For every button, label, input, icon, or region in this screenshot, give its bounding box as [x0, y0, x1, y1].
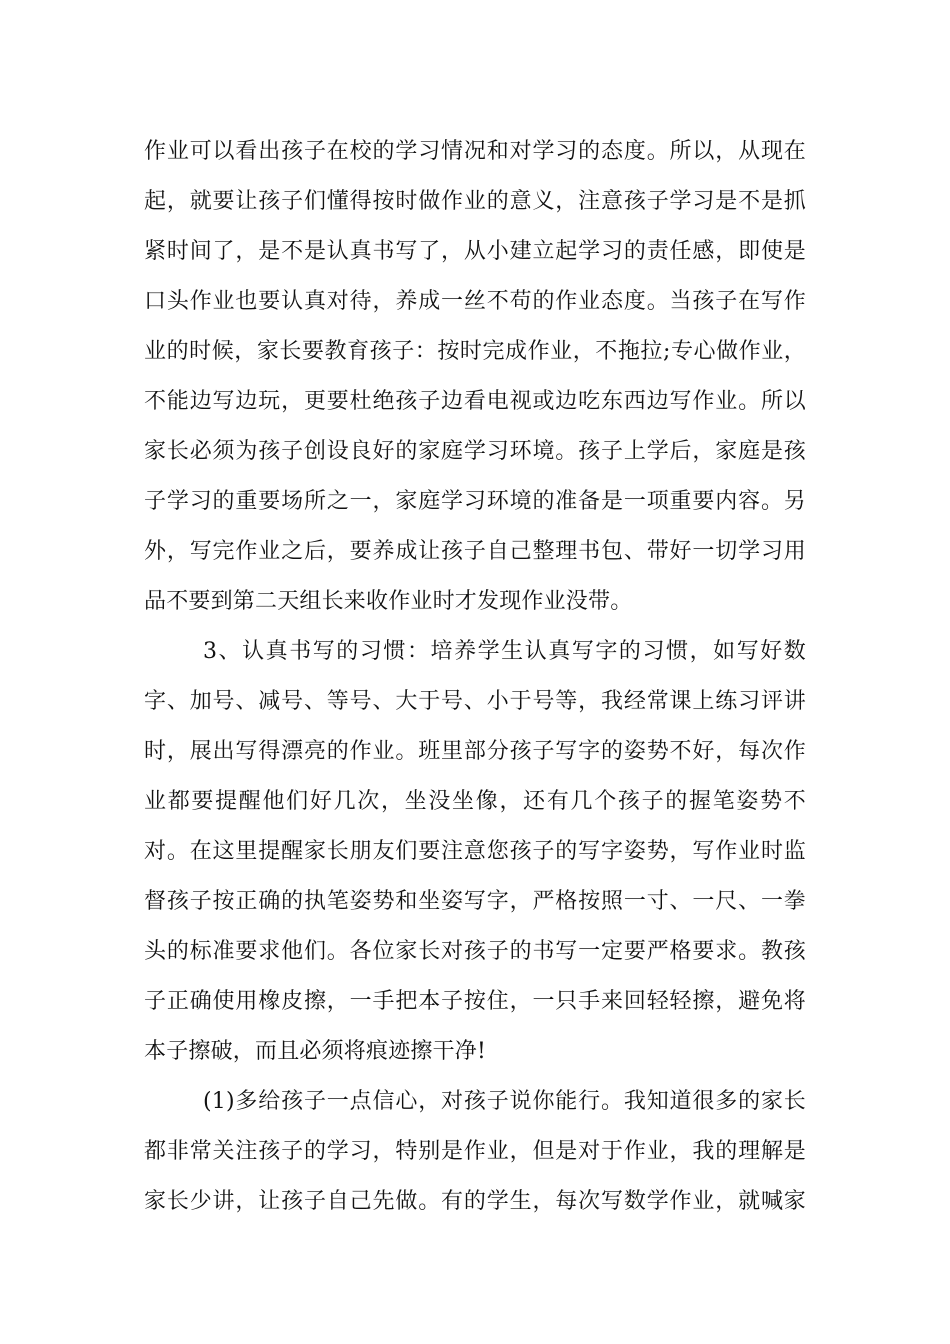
- text-line: 子学习的重要场所之一，家庭学习环境的准备是一项重要内容。另: [144, 489, 806, 514]
- text-line: 子正确使用橡皮擦，一手把本子按住，一只手来回轻轻擦，避免将: [144, 989, 806, 1014]
- text-line: 紧时间了，是不是认真书写了，从小建立起学习的责任感，即使是: [144, 239, 806, 264]
- text-line: 业都要提醒他们好几次，坐没坐像，还有几个孩子的握笔姿势不: [144, 789, 806, 814]
- paragraph-first-line: 3、认真书写的习惯：培养学生认真写字的习惯，如写好数: [203, 639, 806, 664]
- text-line: 品不要到第二天组长来收作业时才发现作业没带。: [144, 589, 633, 614]
- text-line: 督孩子按正确的执笔姿势和坐姿写字，严格按照一寸、一尺、一拳: [144, 889, 806, 914]
- text-line: 不能边写边玩，更要杜绝孩子边看电视或边吃东西边写作业。所以: [144, 389, 806, 414]
- text-line: 起，就要让孩子们懂得按时做作业的意义，注意孩子学习是不是抓: [144, 189, 806, 214]
- text-line: 家长少讲，让孩子自己先做。有的学生，每次写数学作业，就喊家: [144, 1189, 806, 1214]
- text-line: 作业可以看出孩子在校的学习情况和对学习的态度。所以，从现在: [144, 139, 806, 164]
- text-line: 业的时候，家长要教育孩子：按时完成作业，不拖拉;专心做作业，: [144, 339, 806, 364]
- text-line: 口头作业也要认真对待，养成一丝不苟的作业态度。当孩子在写作: [144, 289, 806, 314]
- text-line: 家长必须为孩子创设良好的家庭学习环境。孩子上学后，家庭是孩: [144, 439, 806, 464]
- text-line: 字、加号、减号、等号、大于号、小于号等，我经常课上练习评讲: [144, 689, 806, 714]
- paragraph-first-line: (1)多给孩子一点信心，对孩子说你能行。我知道很多的家长: [203, 1089, 806, 1114]
- text-line: 都非常关注孩子的学习，特别是作业，但是对于作业，我的理解是: [144, 1139, 806, 1164]
- text-line: 对。在这里提醒家长朋友们要注意您孩子的写字姿势，写作业时监: [144, 839, 806, 864]
- text-line: 外，写完作业之后，要养成让孩子自己整理书包、带好一切学习用: [144, 539, 806, 564]
- text-line: 时，展出写得漂亮的作业。班里部分孩子写字的姿势不好，每次作: [144, 739, 806, 764]
- text-line: 头的标准要求他们。各位家长对孩子的书写一定要严格要求。教孩: [144, 939, 806, 964]
- text-line: 本子擦破，而且必须将痕迹擦干净!: [144, 1039, 487, 1064]
